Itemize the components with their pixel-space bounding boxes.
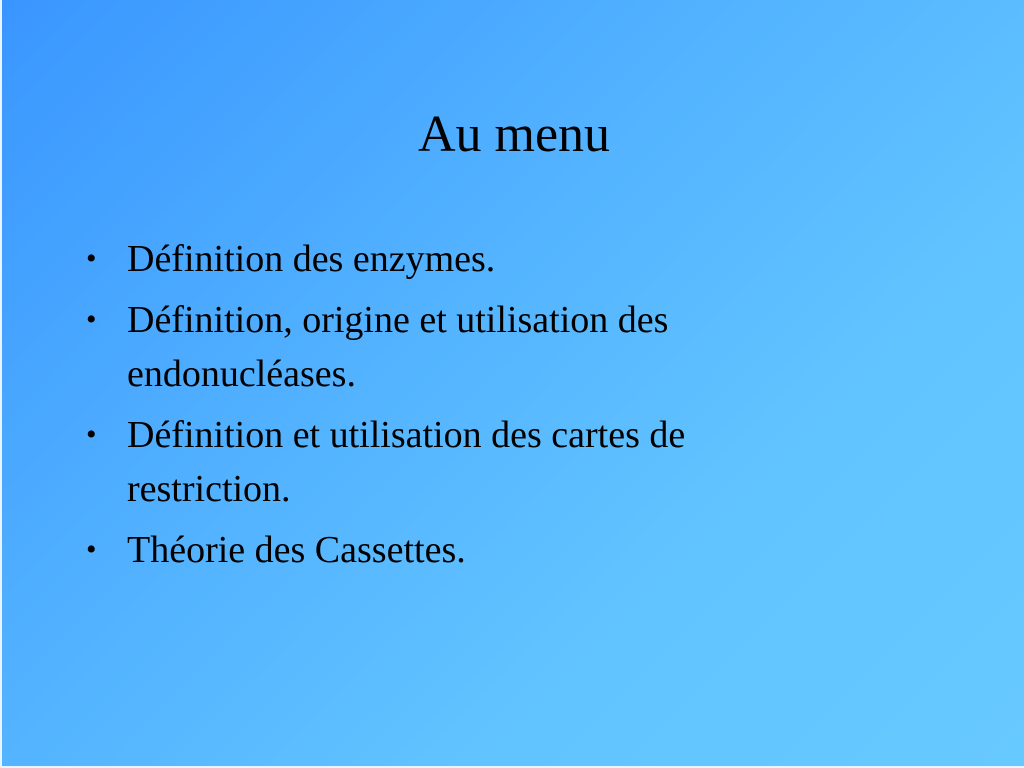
bullet-text: Définition, origine et utilisation des endonucléases. — [127, 299, 669, 395]
bullet-list — [86, 232, 966, 584]
bullet-icon: • — [86, 303, 97, 336]
bullet-text: Définition des enzymes. — [127, 238, 496, 280]
bullet-icon: • — [86, 242, 97, 275]
slide-title: Au menu — [417, 106, 611, 163]
bullet-item-1 — [86, 232, 966, 286]
bullet-text: Définition et utilisation des cartes de restriction. — [127, 414, 686, 510]
bullet-icon: • — [86, 418, 97, 451]
bullet-item-4 — [86, 523, 966, 577]
bullet-text: Théorie des Cassettes. — [127, 529, 466, 571]
bullet-item-2 — [86, 293, 966, 401]
bullet-icon: • — [86, 533, 97, 566]
bullet-item-3 — [86, 408, 966, 516]
